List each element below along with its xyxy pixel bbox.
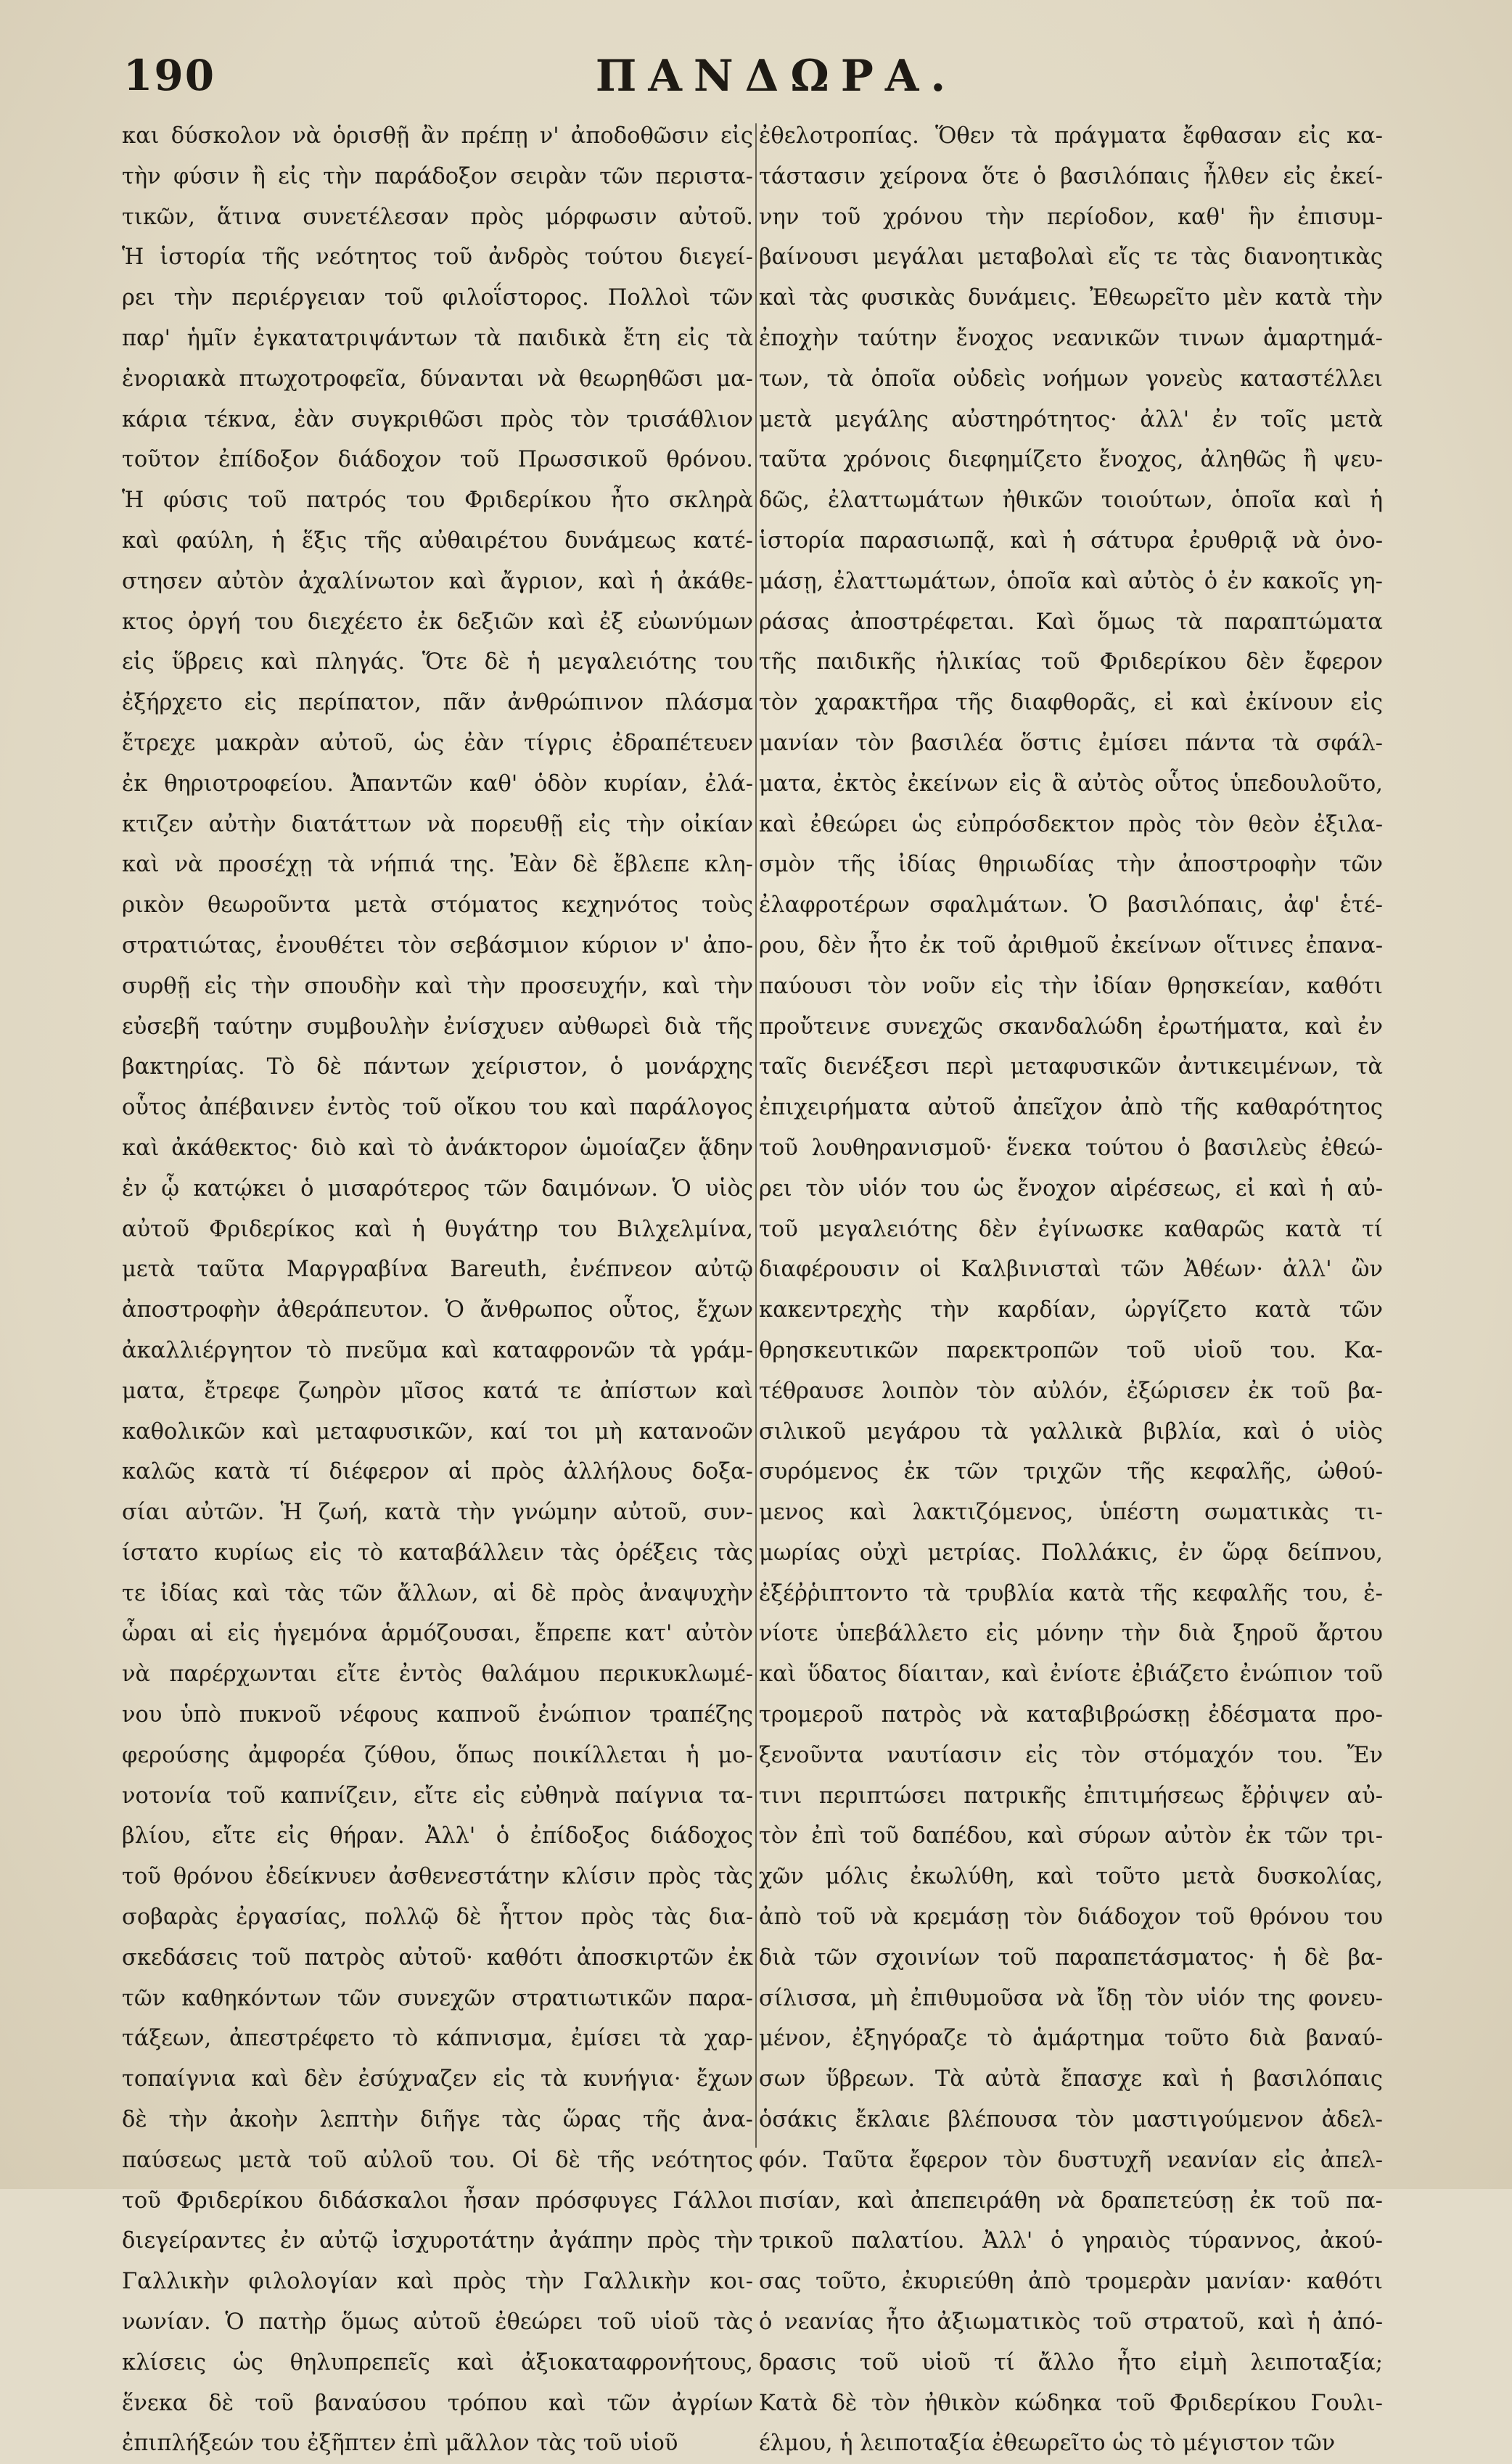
text-line: έλμου, ἡ λειποταξία ἐθεωρεῖτο ὡς τὸ μέγιστον τῶν: [759, 2431, 1336, 2457]
text-line: τινι περιπτώσει πατρικῆς ἐπιτιμήσεως ἔῤῥιψεν αὐ-: [759, 1783, 1383, 1809]
text-line: ίστατο κυρίως εἰς τὸ καταβάλλειν τὰς ὀρέξεις τὰς: [122, 1540, 753, 1566]
text-line: ἐλαφροτέρων σφαλμάτων. Ὁ βασιλόπαις, ἀφ' ἑτέ-: [759, 892, 1383, 919]
text-line: καθολικῶν καὶ μεταφυσικῶν, καί τοι μὴ κατανοῶν: [122, 1418, 753, 1445]
text-line: ἱστορία παρασιωπᾷ, καὶ ἡ σάτυρα ἐρυθριᾷ νὰ ὀνο-: [759, 527, 1383, 554]
text-line: ἐξήρχετο εἰς περίπατον, πᾶν ἀνθρώπινον πλάσμα: [122, 690, 753, 716]
text-line: στρατιώτας, ἐνουθέτει τὸν σεβάσμιον κύριον ν' ἀπο-: [122, 932, 753, 958]
text-line: ἐξέῤῥιπτοντο τὰ τρυβλία κατὰ τῆς κεφαλῆς του, ἐ-: [759, 1580, 1383, 1606]
left-column: [122, 116, 753, 2457]
text-line: τῆς παιδικῆς ἡλικίας τοῦ Φριδερίκου δὲν ἔφερον: [759, 649, 1383, 675]
text-line: και δύσκολον νὰ ὁρισθῇ ἂν πρέπῃ ν' ἀποδοθῶσιν εἰς: [122, 123, 753, 149]
text-line: σιλικοῦ μεγάρου τὰ γαλλικὰ βιβλία, καὶ ὁ υἱὸς: [759, 1418, 1383, 1445]
text-line: ὧραι αἱ εἰς ἡγεμόνα ἁρμόζουσαι, ἔπρεπε κατ' αὐτὸν: [122, 1621, 753, 1647]
text-line: Ἡ φύσις τοῦ πατρός του Φριδερίκου ἦτο σκληρὰ: [122, 488, 753, 514]
text-line: ματα, ἐκτὸς ἐκείνων εἰς ἃ αὐτὸς οὗτος ὑπεδουλοῦτο,: [759, 771, 1383, 797]
text-line: σίλισσα, μὴ ἐπιθυμοῦσα νὰ ἴδῃ τὸν υἱόν της φονευ-: [759, 1985, 1383, 2011]
text-line: παύουσι τὸν νοῦν εἰς τὴν ἰδίαν θρησκείαν, καθότι: [759, 973, 1383, 999]
text-line: χῶν μόλις ἐκωλύθη, καὶ τοῦτο μετὰ δυσκολίας,: [759, 1864, 1383, 1890]
text-line: τοπαίγνια καὶ δὲν ἐσύχναζεν εἰς τὰ κυνήγια· ἔχων: [122, 2066, 753, 2093]
text-line: νὰ παρέρχωνται εἴτε ἐντὸς θαλάμου περικυκλωμέ-: [122, 1662, 753, 1688]
text-line: βλίου, εἴτε εἰς θήραν. Ἀλλ' ὁ ἐπίδοξος διάδοχος: [122, 1823, 753, 1849]
text-line: τὸν ἐπὶ τοῦ δαπέδου, καὶ σύρων αὐτὸν ἐκ τῶν τρι-: [759, 1823, 1383, 1849]
text-line: τῶν καθηκόντων τῶν συνεχῶν στρατιωτικῶν παρα-: [122, 1985, 753, 2011]
text-line: στησεν αὐτὸν ἀχαλίνωτον καὶ ἄγριον, καὶ ἡ ἀκάθε-: [122, 568, 753, 594]
text-line: καὶ φαύλη, ἡ ἕξις τῆς αὐθαιρέτου δυνάμεως κατέ-: [122, 527, 753, 554]
text-line: ταῖς διενέξεσι περὶ μεταφυσικῶν ἀντικειμένων, τὰ: [759, 1054, 1383, 1080]
text-line: παύσεως μετὰ τοῦ αὐλοῦ του. Οἱ δὲ τῆς νεότητος: [122, 2147, 753, 2173]
text-line: ρου, δὲν ἦτο ἐκ τοῦ ἀριθμοῦ ἐκείνων οἵτινες ἐπανα-: [759, 932, 1383, 958]
text-line: καὶ νὰ προσέχῃ τὰ νήπιά της. Ἐὰν δὲ ἔβλεπε κλη-: [122, 852, 753, 878]
text-line: τε ἰδίας καὶ τὰς τῶν ἄλλων, αἱ δὲ πρὸς ἀναψυχὴν: [122, 1580, 753, 1606]
text-line: φερούσης ἀμφορέα ζύθου, ὅπως ποικίλλεται ἡ μο-: [122, 1742, 753, 1768]
text-line: ταῦτα χρόνοις διεφημίζετο ἔνοχος, ἀληθῶς ἢ ψευ-: [759, 447, 1383, 473]
text-line: εἰς ὕβρεις καὶ πληγάς. Ὅτε δὲ ἡ μεγαλειότης του: [122, 649, 753, 675]
text-line: ἕνεκα δὲ τοῦ βαναύσου τρόπου καὶ τῶν ἀγρίων: [122, 2390, 753, 2416]
text-line: ἐπιχειρήματα αὐτοῦ ἀπεῖχον ἀπὸ τῆς καθαρότητος: [759, 1095, 1383, 1121]
text-line: νου ὑπὸ πυκνοῦ νέφους καπνοῦ ἐνώπιον τραπέζης: [122, 1702, 753, 1728]
text-line: ματα, ἔτρεφε ζωηρὸν μῖσος κατά τε ἀπίστων καὶ: [122, 1378, 753, 1404]
text-line: τοῦτον ἐπίδοξον διάδοχον τοῦ Πρωσσικοῦ θρόνου.: [122, 447, 753, 473]
text-line: κτος ὀργή του διεχέετο ἐκ δεξιῶν καὶ ἐξ εὐωνύμων: [122, 609, 753, 635]
text-line: ἔτρεχε μακρὰν αὐτοῦ, ὡς ἐὰν τίγρις ἐδραπέτευεν: [122, 730, 753, 756]
text-line: κλίσεις ὡς θηλυπρεπεῖς καὶ ἀξιοκαταφρονήτους,: [122, 2349, 753, 2375]
text-line: των, τὰ ὁποῖα οὐδεὶς νοήμων γονεὺς καταστέλλει: [759, 366, 1383, 392]
text-line: διαφέρουσιν οἱ Καλβινισταὶ τῶν Ἀθέων· ἀλλ' ὢν: [759, 1257, 1383, 1283]
running-title: ΠΑΝΔΩΡΑ.: [595, 51, 958, 102]
text-line: μετὰ ταῦτα Μαργραβίνα Bareuth, ἐνέπνεον αὐτῷ: [122, 1257, 753, 1283]
text-line: Ἡ ἱστορία τῆς νεότητος τοῦ ἀνδρὸς τούτου διεγεί-: [122, 245, 753, 271]
text-line: τικῶν, ἅτινα συνετέλεσαν πρὸς μόρφωσιν αὐτοῦ.: [122, 204, 753, 230]
text-line: Γαλλικὴν φιλολογίαν καὶ πρὸς τὴν Γαλλικὴν κοι-: [122, 2269, 753, 2295]
text-line: τοῦ θρόνου ἐδείκνυεν ἀσθενεστάτην κλίσιν πρὸς τὰς: [122, 1864, 753, 1890]
text-line: οὗτος ἀπέβαινεν ἐντὸς τοῦ οἴκου του καὶ παράλογος: [122, 1095, 753, 1121]
text-line: μάσῃ, ἐλαττωμάτων, ὁποῖα καὶ αὐτὸς ὁ ἐν κακοῖς γη-: [759, 568, 1383, 594]
text-line: συρθῇ εἰς τὴν σπουδὴν καὶ τὴν προσευχήν, καὶ τὴν: [122, 973, 753, 999]
text-line: καὶ ὕδατος δίαιταν, καὶ ἐνίοτε ἐβιάζετο ἐνώπιον τοῦ: [759, 1662, 1383, 1688]
text-line: δὲ τὴν ἀκοὴν λεπτὴν διῆγε τὰς ὥρας τῆς ἀνα-: [122, 2107, 753, 2133]
text-line: βακτηρίας. Τὸ δὲ πάντων χείριστον, ὁ μονάρχης: [122, 1054, 753, 1080]
text-line: φόν. Ταῦτα ἔφερον τὸν δυστυχῆ νεανίαν εἰς ἀπελ-: [759, 2147, 1383, 2173]
text-line: νοτονία τοῦ καπνίζειν, εἴτε εἰς εὐθηνὰ παίγνια τα-: [122, 1783, 753, 1809]
right-column: [759, 116, 1383, 2457]
text-line: προὔτεινε συνεχῶς σκανδαλώδη ἐρωτήματα, καὶ ἐν: [759, 1014, 1383, 1040]
text-line: μένον, ἐξηγόραζε τὸ ἁμάρτημα τοῦτο διὰ βαναύ-: [759, 2026, 1383, 2052]
text-line: παρ' ἡμῖν ἐγκατατριψάντων τὰ παιδικὰ ἔτη εἰς τὰ: [122, 325, 753, 351]
text-line: τάστασιν χείρονα ὅτε ὁ βασιλόπαις ἦλθεν εἰς ἐκεί-: [759, 163, 1383, 189]
text-line: νωνίαν. Ὁ πατὴρ ὅμως αὐτοῦ ἐθεώρει τοῦ υἱοῦ τὰς: [122, 2309, 753, 2336]
text-line: τοῦ Φριδερίκου διδάσκαλοι ἦσαν πρόσφυγες Γάλλοι: [122, 2188, 753, 2214]
text-line: ἐν ᾧ κατῴκει ὁ μισαρότερος τῶν δαιμόνων. Ὁ υἱὸς: [122, 1175, 753, 1202]
text-line: διὰ τῶν σχοινίων τοῦ παραπετάσματος· ἡ δὲ βα-: [759, 1944, 1383, 1971]
text-line: καὶ ἐθεώρει ὡς εὐπρόσδεκτον πρὸς τὸν θεὸν ἐξιλα-: [759, 811, 1383, 837]
text-line: τέθραυσε λοιπὸν τὸν αὐλόν, ἐξώρισεν ἐκ τοῦ βα-: [759, 1378, 1383, 1404]
text-line: νην τοῦ χρόνου τὴν περίοδον, καθ' ἣν ἐπισυμ-: [759, 204, 1383, 230]
text-line: θρησκευτικῶν παρεκτροπῶν τοῦ υἱοῦ του. Κα-: [759, 1337, 1383, 1363]
text-line: ἀπὸ τοῦ νὰ κρεμάσῃ τὸν διάδοχον τοῦ θρόνου του: [759, 1905, 1383, 1931]
text-line: ὁ νεανίας ἦτο ἀξιωματικὸς τοῦ στρατοῦ, καὶ ἡ ἀπό-: [759, 2309, 1383, 2336]
text-line: συρόμενος ἐκ τῶν τριχῶν τῆς κεφαλῆς, ὠθού-: [759, 1459, 1383, 1485]
text-line: ξενοῦντα ναυτίασιν εἰς τὸν στόμαχόν του. Ἔν: [759, 1742, 1383, 1768]
text-line: ἐπιπλήξεών του ἐξῆπτεν ἐπὶ μᾶλλον τὰς τοῦ υἱοῦ: [122, 2431, 678, 2457]
text-line: τοῦ λουθηρανισμοῦ· ἕνεκα τούτου ὁ βασιλεὺς ἐθεώ-: [759, 1135, 1383, 1161]
text-line: εὐσεβῆ ταύτην συμβουλὴν ἐνίσχυεν αὐθωρεὶ διὰ τῆς: [122, 1014, 753, 1040]
text-line: πισίαν, καὶ ἀπεπειράθη νὰ δραπετεύσῃ ἐκ τοῦ πα-: [759, 2188, 1383, 2214]
text-line: τὴν φύσιν ἢ εἰς τὴν παράδοξον σειρὰν τῶν περιστα-: [122, 163, 753, 189]
text-line: τάξεων, ἀπεστρέφετο τὸ κάπνισμα, ἐμίσει τὰ χαρ-: [122, 2026, 753, 2052]
text-line: Κατὰ δὲ τὸν ἠθικὸν κώδηκα τοῦ Φριδερίκου Γουλι-: [759, 2390, 1383, 2416]
text-line: ἐνοριακὰ πτωχοτροφεῖα, δύνανται νὰ θεωρηθῶσι μα-: [122, 366, 753, 392]
text-line: μενος καὶ λακτιζόμενος, ὑπέστη σωματικὰς τι-: [759, 1500, 1383, 1526]
text-line: ἀποστροφὴν ἀθεράπευτον. Ὁ ἄνθρωπος οὗτος, ἔχων: [122, 1297, 753, 1323]
text-line: σων ὕβρεων. Τὰ αὐτὰ ἔπασχε καὶ ἡ βασιλόπαις: [759, 2066, 1383, 2093]
text-line: νίοτε ὑπεβάλλετο εἰς μόνην τὴν διὰ ξηροῦ ἄρτου: [759, 1621, 1383, 1647]
text-line: καὶ ἀκάθεκτος· διὸ καὶ τὸ ἀνάκτορον ὡμοίαζεν ᾅδην: [122, 1135, 753, 1161]
text-line: κτιζεν αὐτὴν διατάττων νὰ πορευθῇ εἰς τὴν οἰκίαν: [122, 811, 753, 837]
text-line: ρει τὴν περιέργειαν τοῦ φιλοΐστορος. Πολλοὶ τῶν: [122, 285, 753, 311]
text-line: ὁσάκις ἔκλαιε βλέπουσα τὸν μαστιγούμενον ἀδελ-: [759, 2107, 1383, 2133]
text-line: σκεδάσεις τοῦ πατρὸς αὐτοῦ· καθότι ἀποσκιρτῶν ἐκ: [122, 1944, 753, 1971]
column-divider: [755, 123, 757, 2148]
text-line: τὸν χαρακτῆρα τῆς διαφθορᾶς, εἰ καὶ ἐκίνουν εἰς: [759, 690, 1383, 716]
text-line: δῶς, ἐλαττωμάτων ἠθικῶν τοιούτων, ὁποῖα καὶ ἡ: [759, 488, 1383, 514]
text-line: αὐτοῦ Φριδερίκος καὶ ἡ θυγάτηρ του Βιλχελμίνα,: [122, 1216, 753, 1242]
text-line: μανίαν τὸν βασιλέα ὅστις ἐμίσει πάντα τὰ σφάλ-: [759, 730, 1383, 756]
text-line: ἀκαλλιέργητον τὸ πνεῦμα καὶ καταφρονῶν τὰ γράμ-: [122, 1337, 753, 1363]
text-line: ρει τὸν υἱόν του ὡς ἔνοχον αἱρέσεως, εἰ καὶ ἡ αὐ-: [759, 1175, 1383, 1202]
text-line: ρικὸν θεωροῦντα μετὰ στόματος κεχηνότος τοὺς: [122, 892, 753, 919]
text-line: κακεντρεχὴς τὴν καρδίαν, ὠργίζετο κατὰ τῶν: [759, 1297, 1383, 1323]
text-line: σας τοῦτο, ἐκυριεύθη ἀπὸ τρομερὰν μανίαν· καθότι: [759, 2269, 1383, 2295]
text-line: δρασις τοῦ υἱοῦ τί ἄλλο ἦτο εἰμὴ λειποταξία;: [759, 2349, 1383, 2375]
text-line: σμὸν τῆς ἰδίας θηριωδίας τὴν ἀποστροφὴν τῶν: [759, 852, 1383, 878]
text-line: μωρίας οὐχὶ μετρίας. Πολλάκις, ἐν ὥρᾳ δείπνου,: [759, 1540, 1383, 1566]
text-line: μετὰ μεγάλης αὐστηρότητος· ἀλλ' ἐν τοῖς μετὰ: [759, 406, 1383, 432]
text-line: ἐθελοτροπίας. Ὅθεν τὰ πράγματα ἔφθασαν εἰς κα-: [759, 123, 1383, 149]
text-line: ἐποχὴν ταύτην ἔνοχος νεανικῶν τινων ἁμαρτημά-: [759, 325, 1383, 351]
text-line: τοῦ μεγαλειότης δὲν ἐγίνωσκε καθαρῶς κατὰ τί: [759, 1216, 1383, 1242]
text-line: βαίνουσι μεγάλαι μεταβολαὶ εἴς τε τὰς διανοητικὰς: [759, 245, 1383, 271]
text-line: τρομεροῦ πατρὸς νὰ καταβιβρώσκῃ ἐδέσματα προ-: [759, 1702, 1383, 1728]
text-line: σοβαρὰς ἐργασίας, πολλῷ δὲ ἧττον πρὸς τὰς δια-: [122, 1905, 753, 1931]
text-line: ράσας ἀποστρέφεται. Καὶ ὅμως τὰ παραπτώματα: [759, 609, 1383, 635]
text-line: σίαι αὐτῶν. Ἡ ζωή, κατὰ τὴν γνώμην αὐτοῦ, συν-: [122, 1500, 753, 1526]
text-line: καὶ τὰς φυσικὰς δυνάμεις. Ἐθεωρεῖτο μὲν κατὰ τὴν: [759, 285, 1383, 311]
page-number: 190: [123, 51, 216, 100]
text-line: ἐκ θηριοτροφείου. Ἀπαντῶν καθ' ὁδὸν κυρίαν, ἐλά-: [122, 771, 753, 797]
text-line: καλῶς κατὰ τί διέφερον αἱ πρὸς ἀλλήλους δοξα-: [122, 1459, 753, 1485]
text-line: κάρια τέκνα, ἐὰν συγκριθῶσι πρὸς τὸν τρισάθλιον: [122, 406, 753, 432]
text-line: διεγείραντες ἐν αὐτῷ ἰσχυροτάτην ἀγάπην πρὸς τὴν: [122, 2228, 753, 2254]
text-line: τρικοῦ παλατίου. Ἀλλ' ὁ γηραιὸς τύραννος, ἀκού-: [759, 2228, 1383, 2254]
